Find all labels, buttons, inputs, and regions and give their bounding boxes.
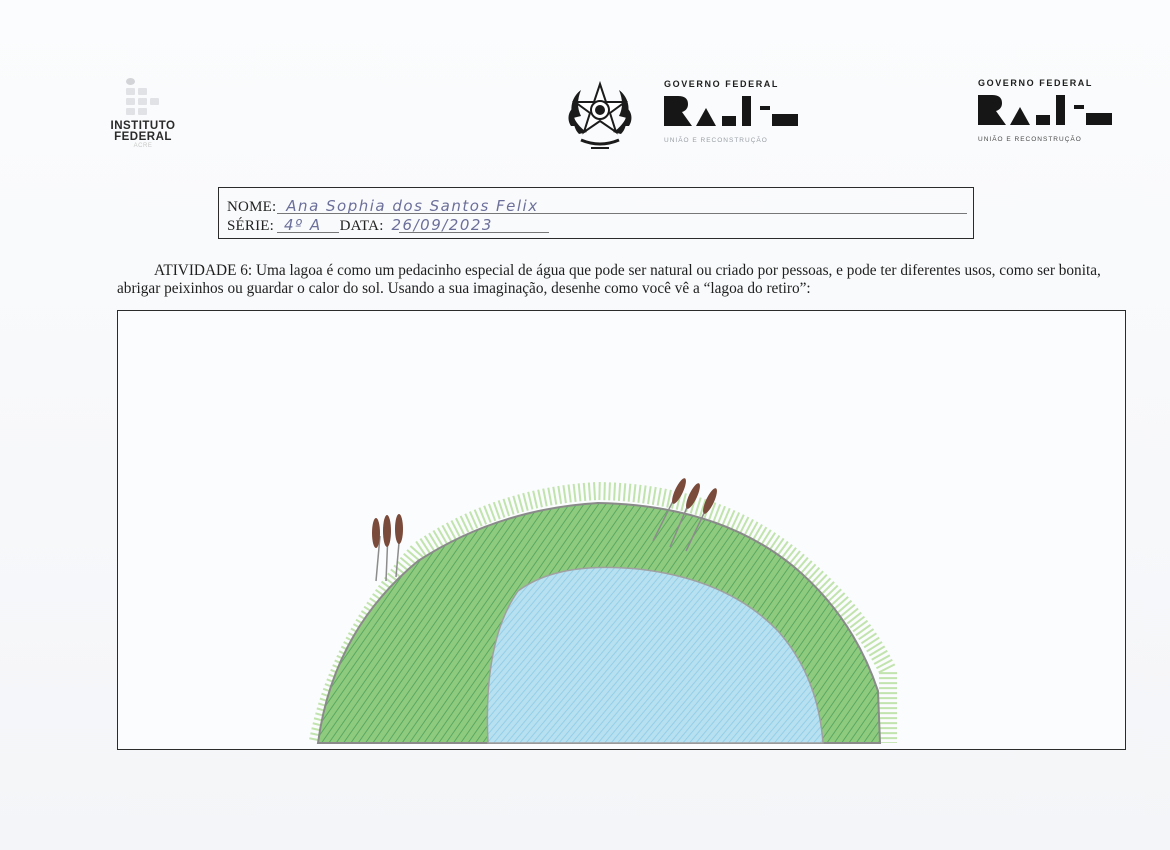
instituto-federal-logo	[98, 78, 188, 149]
governo-federal-logo	[664, 79, 804, 144]
gov-logo-subtitle: UNIÃO E RECONSTRUÇÃO	[664, 137, 768, 144]
brasil-wordmark-icon	[978, 91, 1118, 129]
name-underline	[277, 213, 967, 214]
grade-label: SÉRIE:	[227, 218, 275, 234]
student-info-box	[218, 187, 974, 239]
gov-logo-subtitle: UNIÃO E RECONSTRUÇÃO	[978, 136, 1082, 143]
date-value: 26/09/2023	[391, 216, 493, 234]
date-label: DATA:	[339, 218, 384, 234]
gov-logo-title: GOVERNO FEDERAL	[978, 78, 1094, 88]
institute-campus: ACRE	[133, 143, 153, 149]
drawing-area	[117, 310, 1126, 750]
brasao-republica-icon	[565, 78, 635, 156]
lagoa-drawing	[118, 311, 1125, 749]
brasil-wordmark-icon	[664, 92, 804, 130]
instituto-federal-logo-icon	[126, 78, 160, 115]
grade-underline	[277, 232, 339, 233]
cattails-left	[372, 514, 403, 581]
grade-value: 4º A	[284, 216, 322, 234]
name-label: NOME:	[227, 199, 277, 215]
institute-name-line2: FEDERAL	[114, 131, 172, 143]
name-value: Ana Sophia dos Santos Felix	[286, 197, 539, 215]
institute-name-line1: INSTITUTO	[110, 120, 176, 132]
date-underline	[399, 232, 549, 233]
gov-logo-title: GOVERNO FEDERAL	[664, 79, 780, 89]
governo-federal-logo-right	[978, 78, 1118, 143]
activity-prompt: ATIVIDADE 6: Uma lagoa é como um pedacinho especial de água que pode ser natural ou criado por pessoas, e pode ter diferentes usos, como ser bonita, abrigar peixinhos ou guardar o calor do sol. Usando a sua imaginação, desenhe como você vê a “lagoa do retiro”:	[117, 262, 1101, 297]
